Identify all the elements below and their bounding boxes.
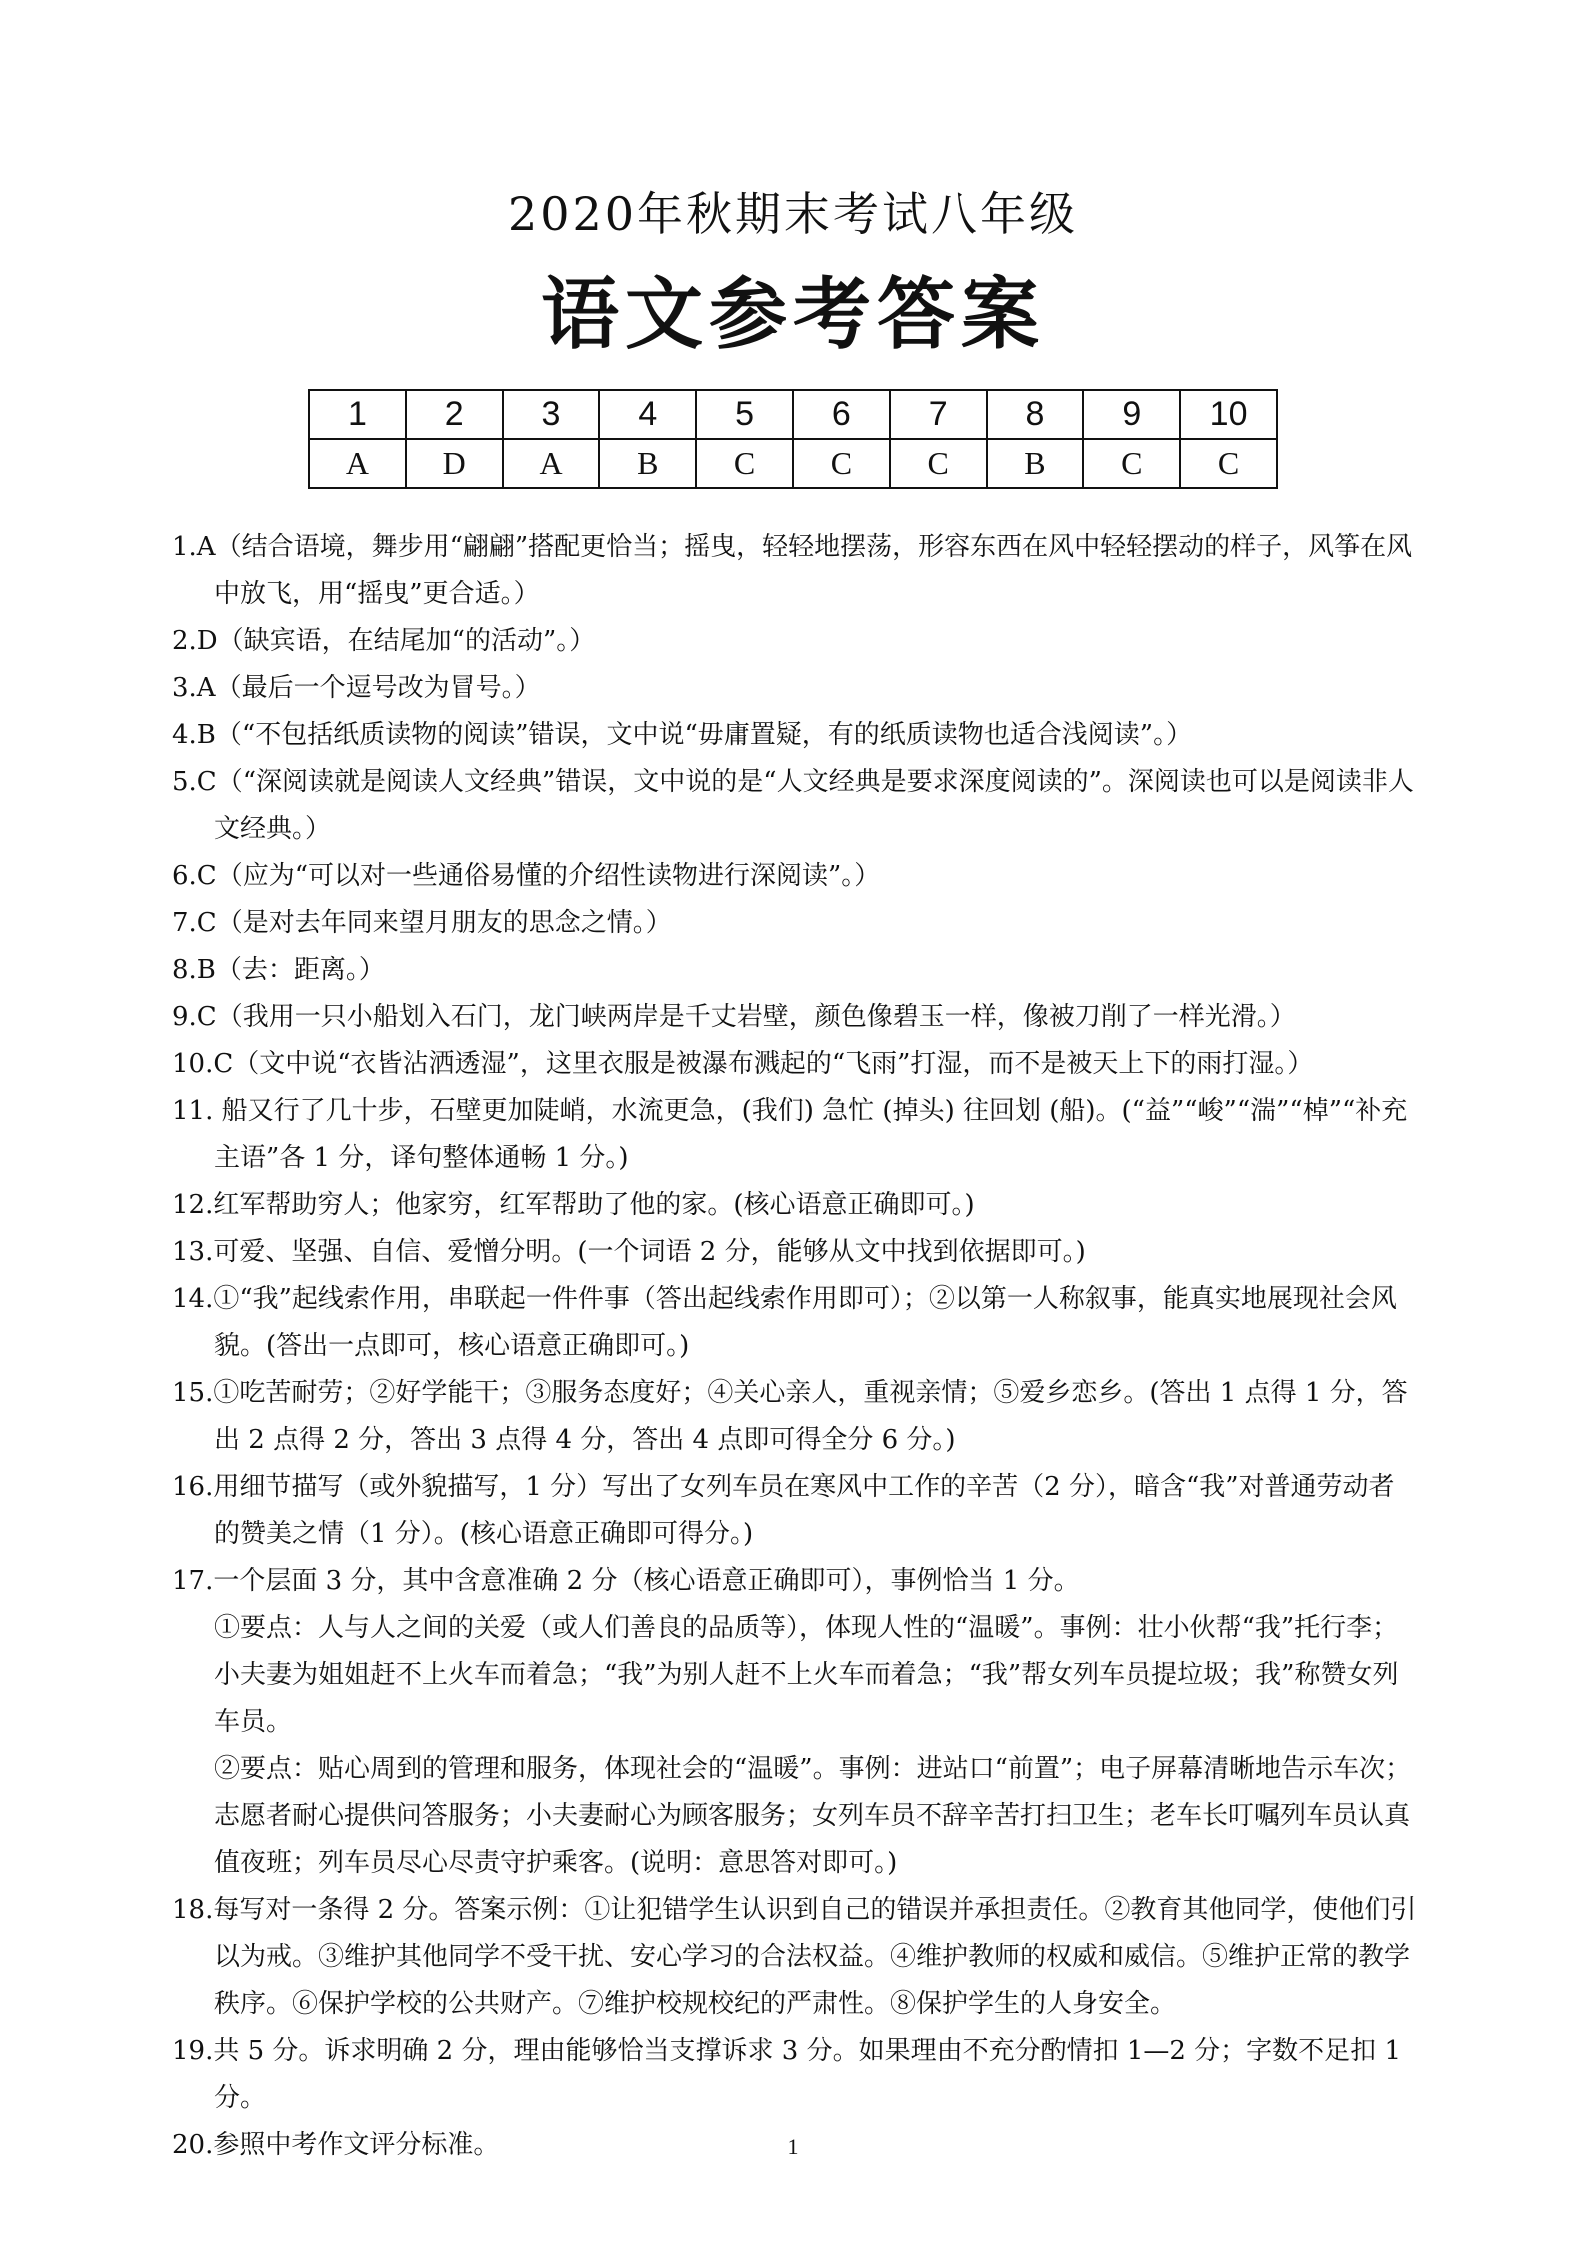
answer-letter: C: [1180, 439, 1277, 488]
question-number: 10: [1180, 390, 1277, 439]
answer-item: 9.C（我用一只小船划入石门，龙门峡两岸是千丈岩壁，颜色像碧玉一样，像被刀削了一样光滑。）: [172, 1002, 1296, 1032]
answer-item: 5.C（“深阅读就是阅读人文经典”错误，文中说的是“人文经典是要求深度阅读的”。深阅读也可以是阅读非人文经典。）: [172, 767, 1414, 844]
answer-item: 8.B（去：距离。）: [172, 955, 385, 985]
answer-table: [308, 389, 1278, 489]
question-number: 3: [503, 390, 600, 439]
question-number: 8: [987, 390, 1084, 439]
answer-subitem: ①要点：人与人之间的关爱（或人们善良的品质等），体现人性的“温暖”。事例：壮小伙帮“我”托行李；小夫妻为姐姐赶不上火车而着急；“我”为别人赶不上火车而着急；“我”帮女列车员提垃圾；我”称赞女列车员。: [214, 1613, 1399, 1737]
answer-item: 13.可爱、坚强、自信、爱憎分明。(一个词语 2 分，能够从文中找到依据即可。): [172, 1237, 1086, 1267]
answer-letter: D: [406, 439, 503, 488]
question-number: 7: [890, 390, 987, 439]
answer-letter: A: [309, 439, 406, 488]
question-number: 4: [599, 390, 696, 439]
answer-item: 12.红军帮助穷人；他家穷，红军帮助了他的家。(核心语意正确即可。): [172, 1190, 975, 1220]
answer-item: 17.一个层面 3 分，其中含意准确 2 分（核心语意正确即可），事例恰当 1 分。: [172, 1566, 1080, 1596]
answer-item: 10.C（文中说“衣皆沾洒透湿”，这里衣服是被瀑布溅起的“飞雨”打湿，而不是被天上下的雨打湿。）: [172, 1049, 1314, 1079]
answer-letter: C: [1083, 439, 1180, 488]
answer-explanations: [172, 524, 1420, 2169]
answer-letter: C: [793, 439, 890, 488]
answer-letter: B: [599, 439, 696, 488]
question-number: 9: [1083, 390, 1180, 439]
answer-letter: A: [503, 439, 600, 488]
answer-item: 2.D（缺宾语，在结尾加“的活动”。）: [172, 626, 596, 656]
answer-item: 4.B（“不包括纸质读物的阅读”错误，文中说“毋庸置疑，有的纸质读物也适合浅阅读”。）: [172, 720, 1193, 750]
answer-subitem: ②要点：贴心周到的管理和服务，体现社会的“温暖”。事例：进站口“前置”；电子屏幕清晰地告示车次；志愿者耐心提供问答服务；小夫妻耐心为顾客服务；女列车员不辞辛苦打扫卫生；老车长叮嘱列车员认真值夜班；列车员尽心尽责守护乘客。(说明：意思答对即可。): [214, 1754, 1412, 1878]
answer-item: 18.每写对一条得 2 分。答案示例：①让犯错学生认识到自己的错误并承担责任。②教育其他同学，使他们引以为戒。③维护其他同学不受干扰、安心学习的合法权益。④维护教师的权威和威信。⑤维护正常的教学秩序。⑥保护学校的公共财产。⑦维护校规校纪的严肃性。⑧保护学生的人身安全。: [172, 1895, 1417, 2019]
page-number: 1: [787, 2134, 799, 2159]
question-number: 1: [309, 390, 406, 439]
answer-letter-row: [309, 439, 1277, 488]
question-number: 2: [406, 390, 503, 439]
question-number: 5: [696, 390, 793, 439]
answer-letter: B: [987, 439, 1084, 488]
exam-title: 2020年秋期末考试八年级: [507, 187, 1079, 241]
answer-item: 1.A（结合语境，舞步用“翩翩”搭配更恰当；摇曳，轻轻地摆荡，形容东西在风中轻轻摆动的样子，风筝在风中放飞，用“摇曳”更合适。）: [172, 532, 1413, 609]
answer-letter: C: [696, 439, 793, 488]
answer-item: 6.C（应为“可以对一些通俗易懂的介绍性读物进行深阅读”。）: [172, 861, 881, 891]
answer-item: 16.用细节描写（或外貌描写，1 分）写出了女列车员在寒风中工作的辛苦（2 分），暗含“我”对普通劳动者的赞美之情（1 分）。(核心语意正确即可得分。): [172, 1472, 1395, 1549]
answer-item: 11. 船又行了几十步，石壁更加陡峭，水流更急，(我们) 急忙 (掉头) 往回划 (船)。(“益”“峻”“湍”“棹”“补充主语”各 1 分，译句整体通畅 1 分。): [172, 1096, 1408, 1173]
answer-item: 3.A（最后一个逗号改为冒号。）: [172, 673, 541, 703]
document-title: 语文参考答案: [540, 270, 1045, 360]
answer-item: 19.共 5 分。诉求明确 2 分，理由能够恰当支撑诉求 3 分。如果理由不充分酌情扣 1—2 分；字数不足扣 1 分。: [172, 2036, 1401, 2113]
answer-letter: C: [890, 439, 987, 488]
question-number-row: [309, 390, 1277, 439]
answer-item: 15.①吃苦耐劳；②好学能干；③服务态度好；④关心亲人，重视亲情；⑤爱乡恋乡。(答出 1 点得 1 分，答出 2 点得 2 分，答出 3 点得 4 分，答出 4 点即可得全分 6 分。): [172, 1378, 1408, 1455]
answer-item: 7.C（是对去年同来望月朋友的思念之情。）: [172, 908, 672, 938]
answer-item: 20.参照中考作文评分标准。: [172, 2130, 500, 2160]
question-number: 6: [793, 390, 890, 439]
answer-item: 14.①“我”起线索作用，串联起一件件事（答出起线索作用即可）；②以第一人称叙事，能真实地展现社会风貌。(答出一点即可，核心语意正确即可。): [172, 1284, 1397, 1361]
